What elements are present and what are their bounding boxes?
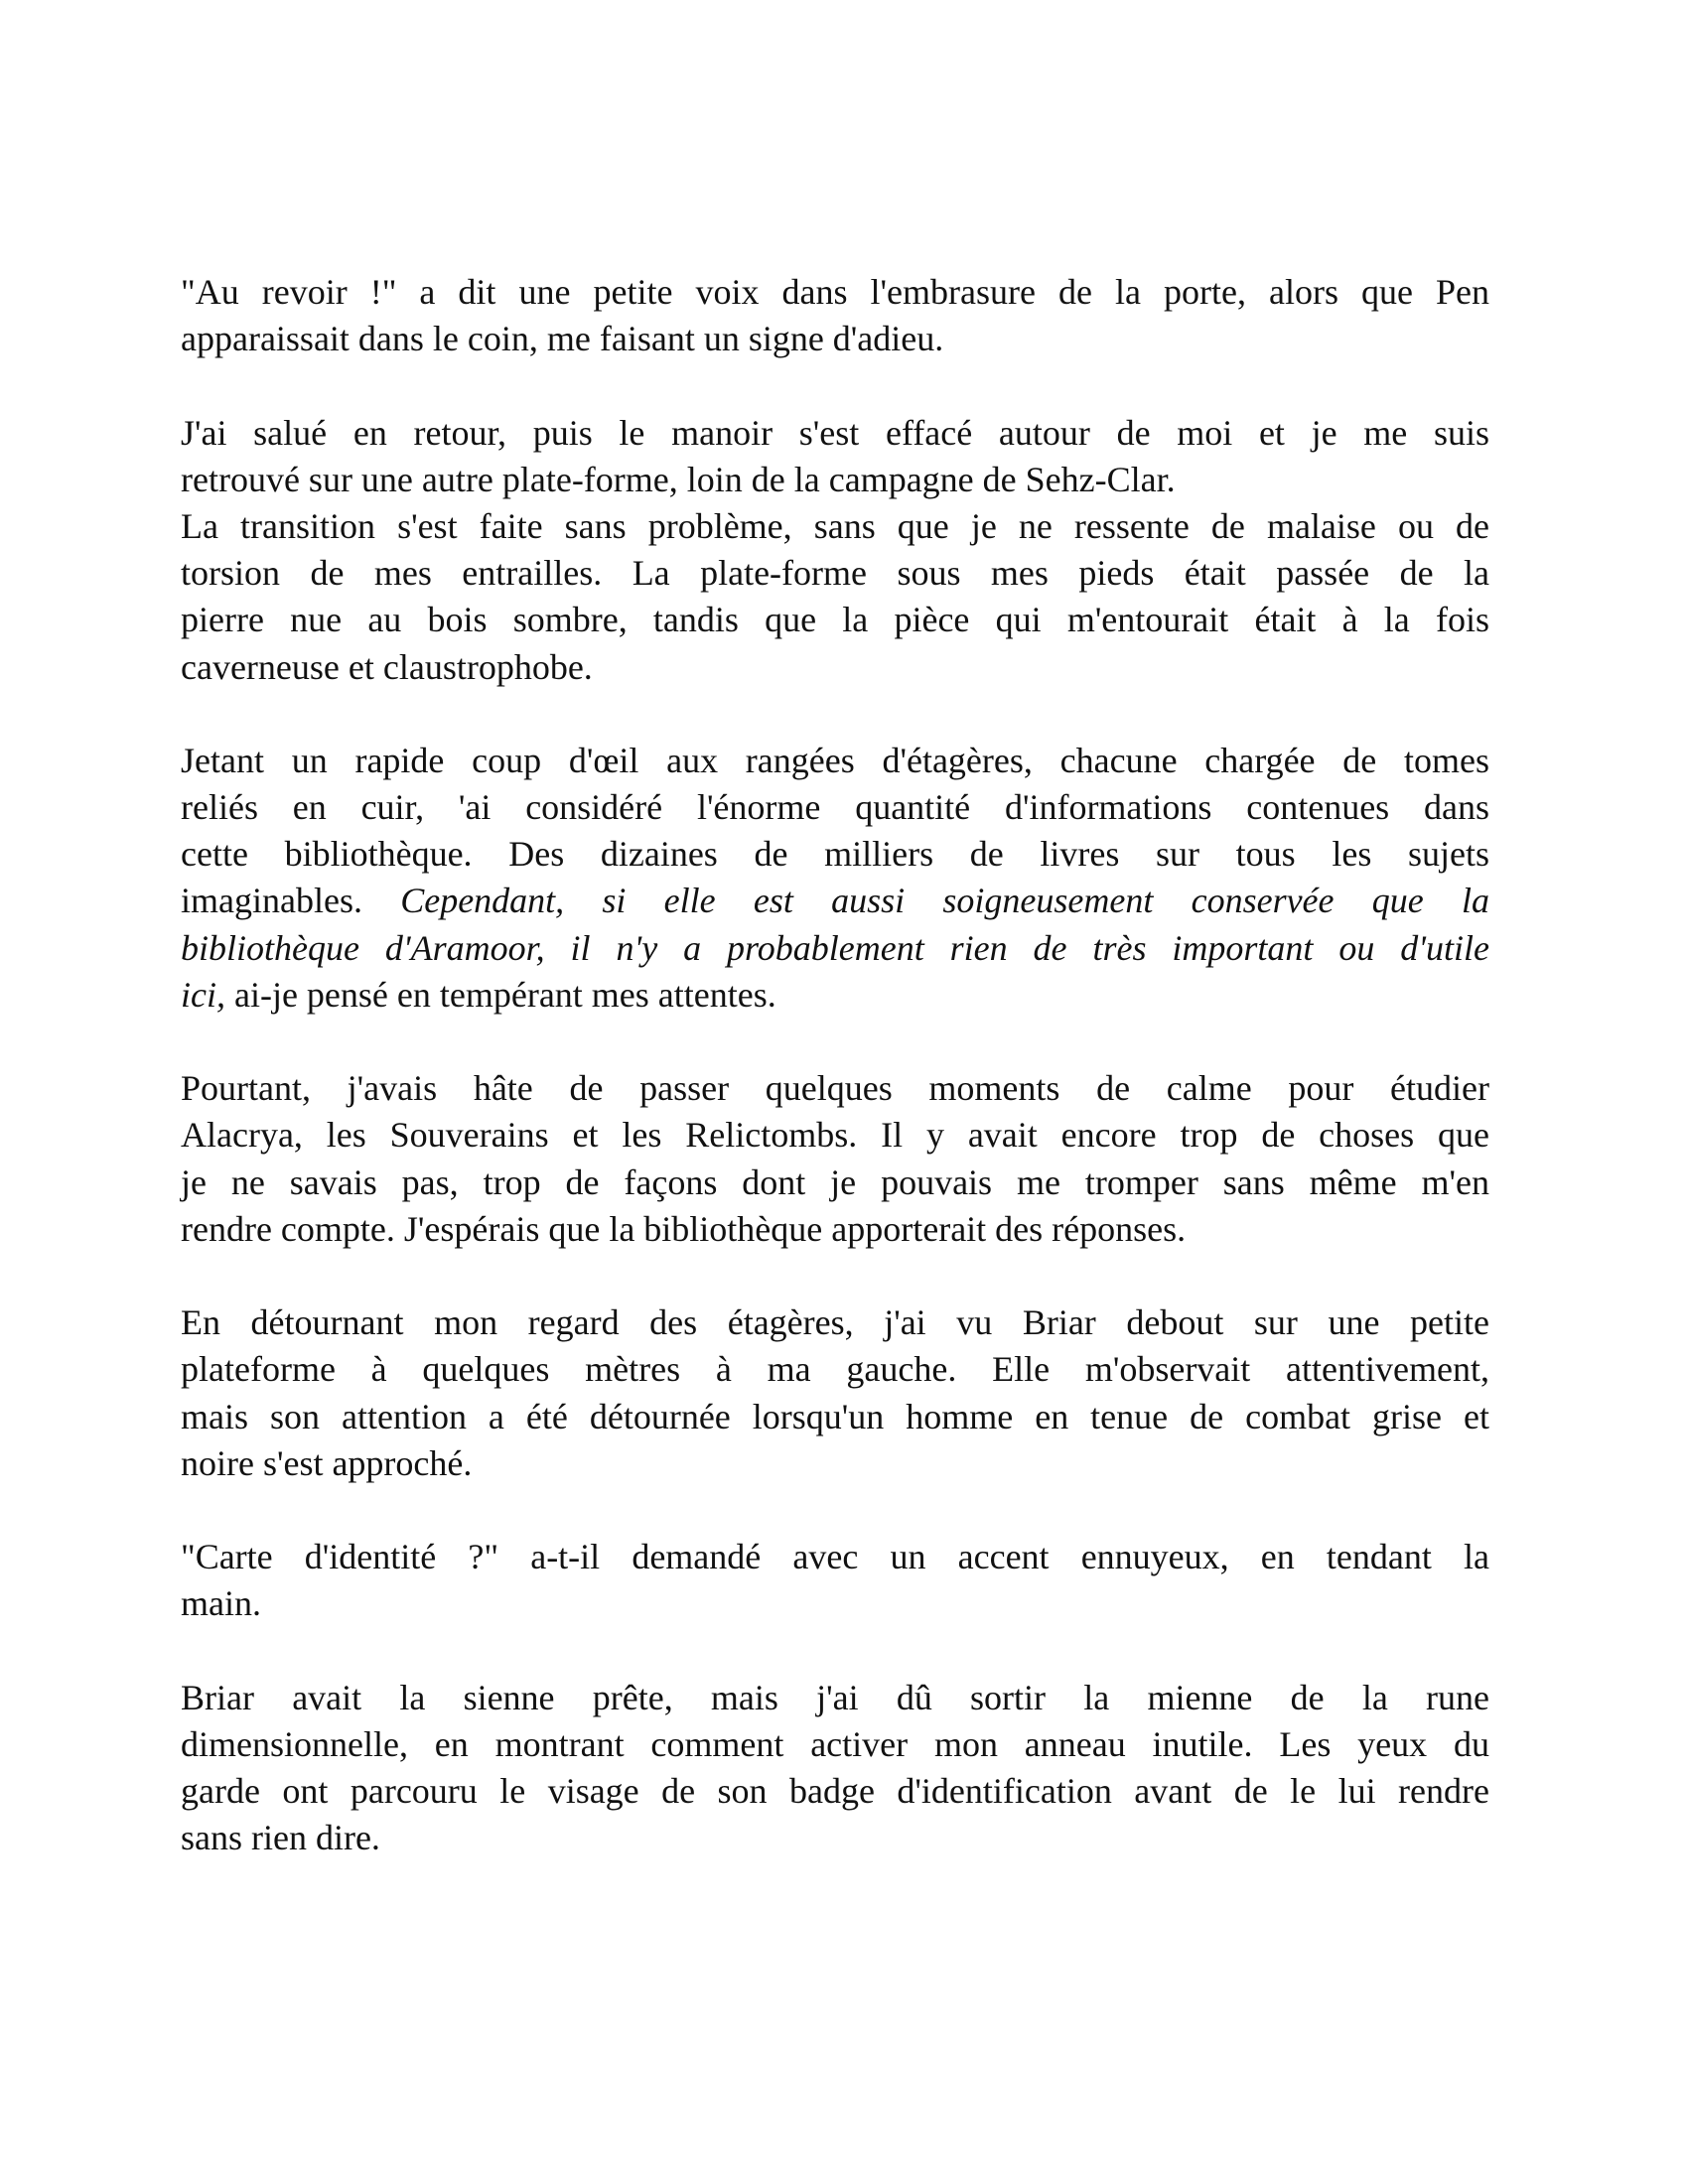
paragraph xyxy=(181,269,1489,362)
text-line xyxy=(181,1768,1489,1815)
text-line xyxy=(181,410,1489,457)
text-segment: Briar avait la sienne prête, mais j'ai dû sortir la mienne de la rune xyxy=(181,1677,1489,1717)
text-line xyxy=(181,878,1489,924)
text-line xyxy=(181,1065,1489,1112)
paragraph xyxy=(181,1065,1489,1253)
text-segment: dimensionnelle, en montrant comment activer mon anneau inutile. Les yeux du xyxy=(181,1723,1489,1764)
text-segment: "Carte d'identité ?" a-t-il demandé avec un accent ennuyeux, en tendant la xyxy=(181,1537,1489,1577)
text-line xyxy=(181,597,1489,643)
text-line xyxy=(181,1675,1489,1721)
text-line xyxy=(181,1299,1489,1346)
text-line xyxy=(181,1206,1489,1253)
text-line xyxy=(181,1160,1489,1206)
paragraph xyxy=(181,738,1489,1019)
text-segment: ai-je pensé en tempérant mes attentes. xyxy=(224,974,776,1015)
text-segment: reliés en cuir, 'ai considéré l'énorme quantité d'informations contenues dans xyxy=(181,787,1489,828)
text-segment: caverneuse et claustrophobe. xyxy=(181,646,593,687)
italic-text: Cependant, si elle est aussi soigneusement conservée que la xyxy=(400,881,1489,921)
text-line xyxy=(181,925,1489,972)
text-line xyxy=(181,1580,1489,1627)
text-line xyxy=(181,1721,1489,1768)
text-segment: J'ai salué en retour, puis le manoir s'est effacé autour de moi et je me suis xyxy=(181,412,1489,453)
text-line xyxy=(181,550,1489,597)
text-segment: "Au revoir !" a dit une petite voix dans l'embrasure de la porte, alors que Pen xyxy=(181,272,1489,312)
text-line xyxy=(181,1815,1489,1861)
text-segment: cette bibliothèque. Des dizaines de milliers de livres sur tous les sujets xyxy=(181,834,1489,875)
italic-text: bibliothèque d'Aramoor, il n'y a probablement rien de très important ou d'utile xyxy=(181,927,1489,968)
text-segment: garde ont parcouru le visage de son badge d'identification avant de le lui rendre xyxy=(181,1771,1489,1811)
text-line xyxy=(181,1534,1489,1580)
text-segment: La transition s'est faite sans problème, sans que je ne ressente de malaise ou de xyxy=(181,505,1489,546)
paragraph xyxy=(181,1675,1489,1862)
text-line xyxy=(181,1346,1489,1393)
text-segment: Jetant un rapide coup d'œil aux rangées d'étagères, chacune chargée de tomes xyxy=(181,740,1489,780)
paragraph xyxy=(181,503,1489,691)
text-line xyxy=(181,831,1489,878)
text-line xyxy=(181,738,1489,784)
text-segment: Pourtant, j'avais hâte de passer quelques moments de calme pour étudier xyxy=(181,1068,1489,1109)
text-segment: imaginables. xyxy=(181,881,401,921)
text-line xyxy=(181,269,1489,316)
text-segment: plateforme à quelques mètres à ma gauche. Elle m'observait attentivement, xyxy=(181,1349,1489,1390)
text-segment: noire s'est approché. xyxy=(181,1442,473,1483)
text-segment: je ne savais pas, trop de façons dont je pouvais me tromper sans même m'en xyxy=(181,1161,1489,1202)
text-segment: pierre nue au bois sombre, tandis que la pièce qui m'entourait était à la fois xyxy=(181,600,1489,640)
text-line xyxy=(181,1394,1489,1440)
paragraph xyxy=(181,1299,1489,1487)
text-line xyxy=(181,644,1489,691)
italic-text: ici, xyxy=(181,974,225,1015)
text-line xyxy=(181,1440,1489,1487)
text-line xyxy=(181,316,1489,362)
text-segment: mais son attention a été détournée lorsqu'un homme en tenue de combat grise et xyxy=(181,1396,1489,1436)
text-segment: torsion de mes entrailles. La plate-forme sous mes pieds était passée de la xyxy=(181,553,1489,594)
text-segment: apparaissait dans le coin, me faisant un signe d'adieu. xyxy=(181,319,944,359)
text-segment: retrouvé sur une autre plate-forme, loin de la campagne de Sehz-Clar. xyxy=(181,459,1176,499)
document-page xyxy=(181,269,1489,1909)
paragraph xyxy=(181,410,1489,503)
text-line xyxy=(181,784,1489,831)
text-line xyxy=(181,1112,1489,1159)
text-segment: rendre compte. J'espérais que la bibliothèque apporterait des réponses. xyxy=(181,1208,1187,1249)
text-segment: sans rien dire. xyxy=(181,1818,380,1858)
text-segment: Alacrya, les Souverains et les Relictombs. Il y avait encore trop de choses que xyxy=(181,1115,1489,1156)
text-line xyxy=(181,503,1489,550)
text-segment: En détournant mon regard des étagères, j'ai vu Briar debout sur une petite xyxy=(181,1302,1489,1343)
paragraph xyxy=(181,1534,1489,1627)
text-segment: main. xyxy=(181,1583,261,1624)
text-line xyxy=(181,457,1489,503)
text-line xyxy=(181,972,1489,1019)
